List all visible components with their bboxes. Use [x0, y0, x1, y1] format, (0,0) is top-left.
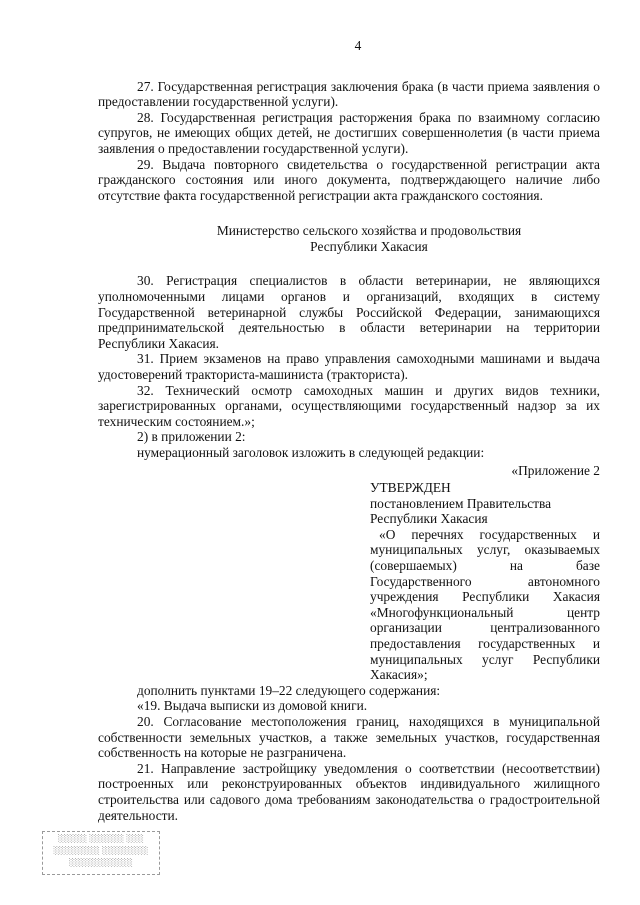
item-28: 28. Государственная регистрация расторжения брака по взаимному согласию супругов, не имеющих общих детей, не достигших совершеннолетия (в части приема заявления о предоставлении государственной услуги).	[98, 109, 600, 156]
supplement-instruction: дополнить пунктами 19–22 следующего содержания:	[137, 682, 441, 698]
page-number: 4	[354, 38, 362, 53]
item-21: 21. Направление застройщику уведомления о соответствии (несоответствии) построенных или реконструированных объектов индивидуального жилищного строительства или садового дома требованиям законодательства о градостроительной деятельности.	[98, 760, 600, 823]
document-page	[98, 30, 600, 823]
ministry-heading	[98, 223, 600, 255]
item-30: 30. Регистрация специалистов в области ветеринарии, не являющихся уполномоченными лицами органов и организаций, входящих в систему Государственной ветеринарной службы Российской Федерации, занимающихся предпринимательской деятельностью в области ветеринарии на территории Республики Хакасия.	[98, 273, 600, 351]
ministry-heading-line-1: Министерство сельского хозяйства и продовольствия	[216, 223, 522, 239]
stamp-line-2: ░░░░░░░░ ░░░░░░░░	[53, 846, 149, 855]
item-31: 31. Прием экзаменов на право управления самоходными машинами и выдача удостоверений тракториста-машиниста (тракториста).	[98, 351, 600, 382]
approval-line-1: постановлением Правительства	[370, 495, 552, 511]
annex-intro: 2) в приложении 2:	[137, 429, 246, 445]
approval-title-quote: «О перечнях государственных и муниципальных услуг, оказываемых (совершаемых) на базе Государственного автономного учреждения Республики Хакасия «Многофункциональный центр организации централизованного предоставления государственных и муниципальных услуг Республики Хакасия»;	[370, 526, 600, 683]
ministry-heading-line-2: Республики Хакасия	[310, 239, 428, 255]
approval-block	[370, 480, 600, 683]
heading-instruction: нумерационный заголовок изложить в следующей редакции:	[137, 444, 485, 460]
approval-head: УТВЕРЖДЕН	[370, 480, 451, 496]
item-20: 20. Согласование местоположения границ, находящихся в муниципальной собственности земельных участков, а также земельных участков, государственная собственность на которые не разграничена.	[98, 713, 600, 761]
stamp-line-1: ░░░░░ ░░░░░░ ░░░	[58, 834, 144, 843]
item-19: «19. Выдача выписки из домовой книги.	[137, 698, 368, 714]
item-32: 32. Технический осмотр самоходных машин и других видов техники, зарегистрированных органами, осуществляющими государственный надзор за их техническим состоянием.»;	[98, 382, 600, 429]
faint-stamp	[42, 831, 160, 875]
annex-label: «Приложение 2	[511, 463, 600, 479]
approval-line-2: Республики Хакасия	[370, 511, 488, 527]
item-29: 29. Выдача повторного свидетельства о государственной регистрации акта гражданского состояния или иного документа, подтверждающего наличие либо отсутствие факта государственной регистрации акта гражданского состояния.	[98, 156, 600, 203]
stamp-line-3: ░░░░░░░░░░░	[69, 858, 133, 867]
item-27: 27. Государственная регистрация заключения брака (в части приема заявления о предоставлении государственной услуги).	[98, 78, 600, 110]
